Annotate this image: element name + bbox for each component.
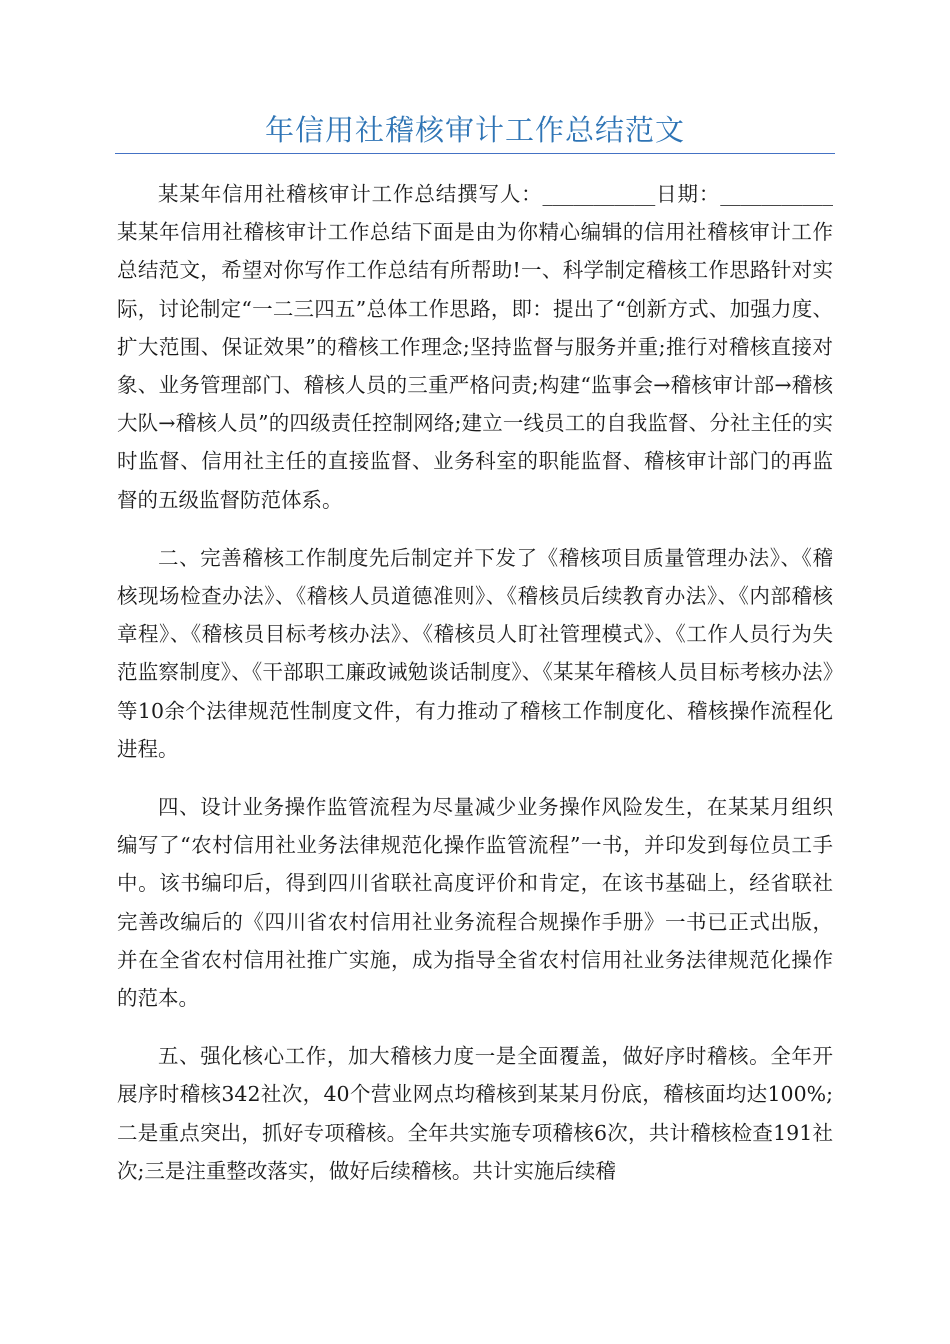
paragraph-3: 四、设计业务操作监管流程为尽量减少业务操作风险发生，在某某月组织编写了“农村信用社业务法律规范化操作监管流程”一书，并印发到每位员工手中。该书编印后，得到四川省联社高度评价和肯定，在该书基础上，经省联社完善改编后的《四川省农村信用社业务流程合规操作手册》一书已正式出版，并在全省农村信用社推广实施，成为指导全省农村信用社业务法律规范化操作的范本。 [117,795,833,1011]
paragraph-1: 某某年信用社稽核审计工作总结撰写人：___________日期：___________某某年信用社稽核审计工作总结下面是由为你精心编辑的信用社稽核审计工作总结范文，希望对你写作工作总结有所帮助!一、科学制定稽核工作思路针对实际，讨论制定“一二三四五”总体工作思路，即：提出了“创新方式、加强力度、扩大范围、保证效果”的稽核工作理念;坚持监督与服务并重;推行对稽核直接对象、业务管理部门、稽核人员的三重严格问责;构建“监事会→稽核审计部→稽核大队→稽核人员”的四级责任控制网络;建立一线员工的自我监督、分社主任的实时监督、信用社主任的直接监督、业务科室的职能监督、稽核审计部门的再监督的五级监督防范体系。 [117,182,833,512]
title-underline [115,153,835,154]
document-title: 年信用社稽核审计工作总结范文 [264,113,685,147]
document-body [117,175,833,1210]
paragraph-2: 二、完善稽核工作制度先后制定并下发了《稽核项目质量管理办法》、《稽核现场检查办法》、《稽核人员道德准则》、《稽核员后续教育办法》、《内部稽核章程》、《稽核员目标考核办法》、《稽核员人盯社管理模式》、《工作人员行为失范监察制度》、《干部职工廉政诫勉谈话制度》、《某某年稽核人员目标考核办法》等10余个法律规范性制度文件，有力推动了稽核工作制度化、稽核操作流程化进程。 [117,545,833,761]
paragraph-4: 五、强化核心工作，加大稽核力度一是全面覆盖，做好序时稽核。全年开展序时稽核342社次，40个营业网点均稽核到某某月份底，稽核面均达100%;二是重点突出，抓好专项稽核。全年共实施专项稽核6次，共计稽核检查191社次;三是注重整改落实，做好后续稽核。共计实施后续稽 [117,1044,833,1183]
